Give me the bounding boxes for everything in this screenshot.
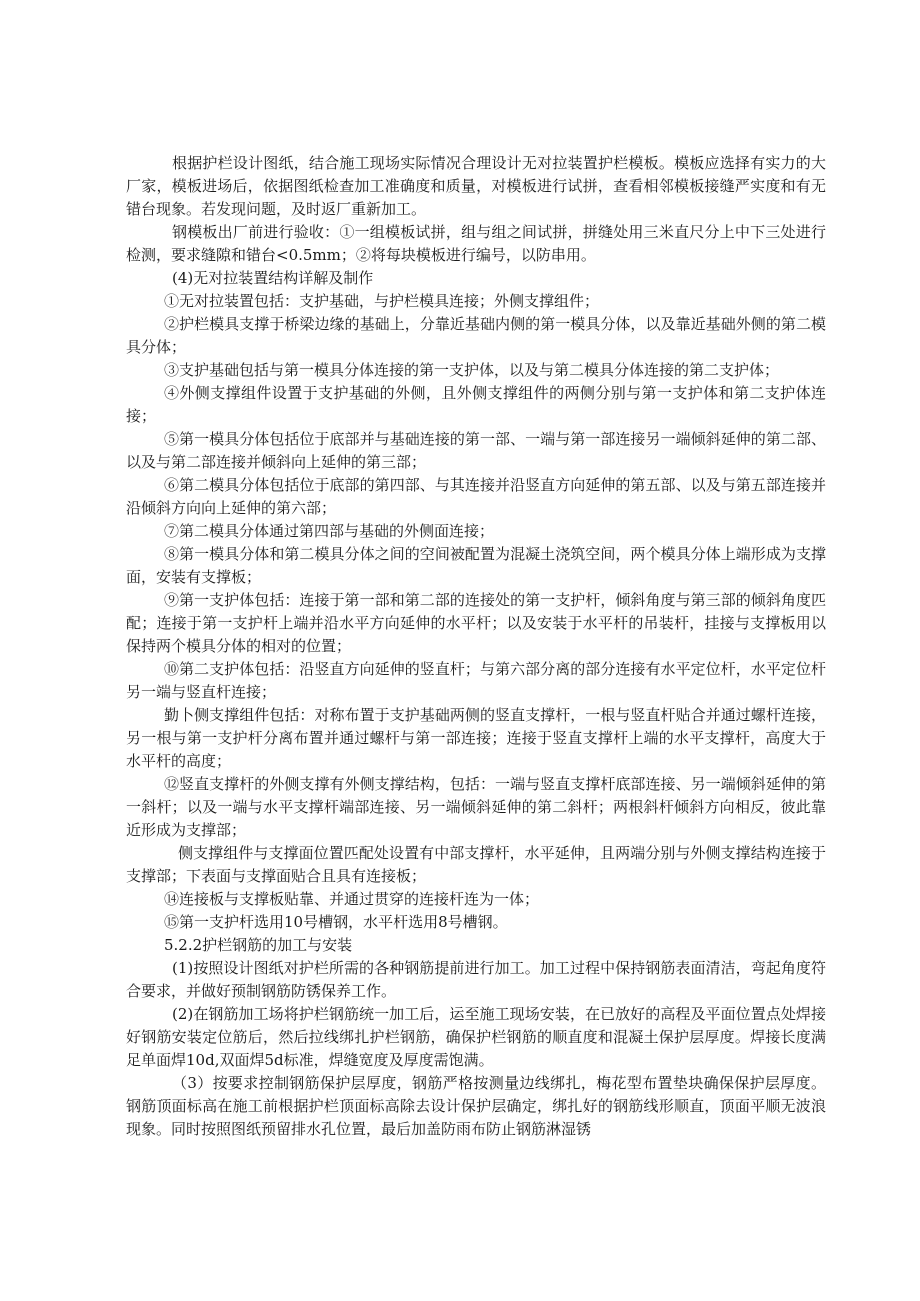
paragraph-item-13: 侧支撑组件与支撑面位置匹配处设置有中部支撑杆，水平延伸，且两端分别与外侧支撑结构连接于支撑部；下表面与支撑面贴合且具有连接板； (126, 844, 826, 885)
paragraph-item-6: ⑥第二模具分体包括位于底部的第四部、与其连接并沿竖直方向延伸的第五部、以及与第五部连接并沿倾斜方向向上延伸的第六部； (126, 476, 826, 517)
section-heading-5-2-2: 5.2.2护栏钢筋的加工与安装 (164, 936, 353, 954)
paragraph-item-9: ⑨第一支护体包括：连接于第一部和第二部的连接处的第一支护杆，倾斜角度与第三部的倾斜角度匹配；连接于第一支护杆上端并沿水平方向延伸的水平杆；以及安装于水平杆的吊装杆，挂接与支撑板用以保持两个模具分体的相对的位置； (126, 591, 826, 655)
paragraph-template-design: 根据护栏设计图纸，结合施工现场实际情况合理设计无对拉装置护栏模板。模板应选择有实力的大厂家，模板进场后，依据图纸检查加工准确度和质量，对模板进行试拼，查看相邻模板接缝严实度和有无错台现象。若发现问题，及时返厂重新加工。 (126, 154, 826, 218)
paragraph-rebar-step-1: (1)按照设计图纸对护栏所需的各种钢筋提前进行加工。加工过程中保持钢筋表面清洁，弯起角度符合要求，并做好预制钢筋防锈保养工作。 (126, 959, 826, 1000)
paragraph-item-15: ⑮第一支护杆选用10号槽钢，水平杆选用8号槽钢。 (164, 913, 508, 931)
paragraph-rebar-step-3: （3）按要求控制钢筋保护层厚度，钢筋严格按测量边线绑扎，梅花型布置垫块确保保护层厚度。钢筋顶面标高在施工前根据护栏顶面标高除去设计保护层确定，绑扎好的钢筋线形顺直，顶面平顺无波浪现象。同时按照图纸预留排水孔位置，最后加盖防雨布防止钢筋淋湿锈 (126, 1074, 826, 1138)
paragraph-item-4: ④外侧支撑组件设置于支护基础的外侧，且外侧支撑组件的两侧分别与第一支护体和第二支护体连接； (126, 384, 826, 425)
paragraph-steel-formwork-acceptance: 钢模板出厂前进行验收：①一组模板试拼，组与组之间试拼，拼缝处用三米直尺分上中下三处进行检测，要求缝隙和错台<0.5mm；②将每块模板进行编号，以防串用。 (126, 223, 826, 264)
paragraph-item-2: ②护栏模具支撑于桥梁边缘的基础上，分靠近基础内侧的第一模具分体，以及靠近基础外侧的第二模具分体； (126, 315, 826, 356)
paragraph-item-8: ⑧第一模具分体和第二模具分体之间的空间被配置为混凝土浇筑空间，两个模具分体上端形成为支撑面，安装有支撑板； (126, 545, 826, 586)
paragraph-rebar-step-2: (2)在钢筋加工场将护栏钢筋统一加工后，运至施工现场安装，在已放好的高程及平面位置点处焊接好钢筋安装定位筋后，然后拉线绑扎护栏钢筋，确保护栏钢筋的顺直度和混凝土保护层厚度。焊接长度满足单面焊10d,双面焊5d标准，焊缝宽度及厚度需饱满。 (126, 1005, 826, 1069)
paragraph-item-7: ⑦第二模具分体通过第四部与基础的外侧面连接； (164, 522, 495, 540)
paragraph-item-14: ⑭连接板与支撑板贴靠、并通过贯穿的连接杆连为一体； (164, 890, 540, 908)
paragraph-item-10: ⑩第二支护体包括：沿竖直方向延伸的竖直杆；与第六部分离的部分连接有水平定位杆，水平定位杆另一端与竖直杆连接； (126, 660, 826, 701)
paragraph-item-3: ③支护基础包括与第一模具分体连接的第一支护体，以及与第二模具分体连接的第二支护体； (164, 361, 780, 379)
paragraph-item-5: ⑤第一模具分体包括位于底部并与基础连接的第一部、一端与第一部连接另一端倾斜延伸的第二部、以及与第二部连接并倾斜向上延伸的第三部； (126, 430, 826, 471)
paragraph-item-1: ①无对拉装置包括：支护基础，与护栏模具连接；外侧支撑组件； (164, 292, 600, 310)
paragraph-item-11: 勤卜侧支撑组件包括：对称布置于支护基础两侧的竖直支撑杆，一根与竖直杆贴合并通过螺杆连接，另一根与第一支护杆分离布置并通过螺杆与第一部连接；连接于竖直支撑杆上端的水平支撑杆，高度大于水平杆的高度； (126, 706, 826, 770)
paragraph-item-12: ⑫竖直支撑杆的外侧支撑有外侧支撑结构，包括：一端与竖直支撑杆底部连接、另一端倾斜延伸的第一斜杆；以及一端与水平支撑杆端部连接、另一端倾斜延伸的第二斜杆；两根斜杆倾斜方向相反，彼此靠近形成为支撑部； (126, 775, 826, 839)
heading-no-tie-structure: (4)无对拉装置结构详解及制作 (172, 269, 374, 287)
document-body (126, 152, 826, 1141)
